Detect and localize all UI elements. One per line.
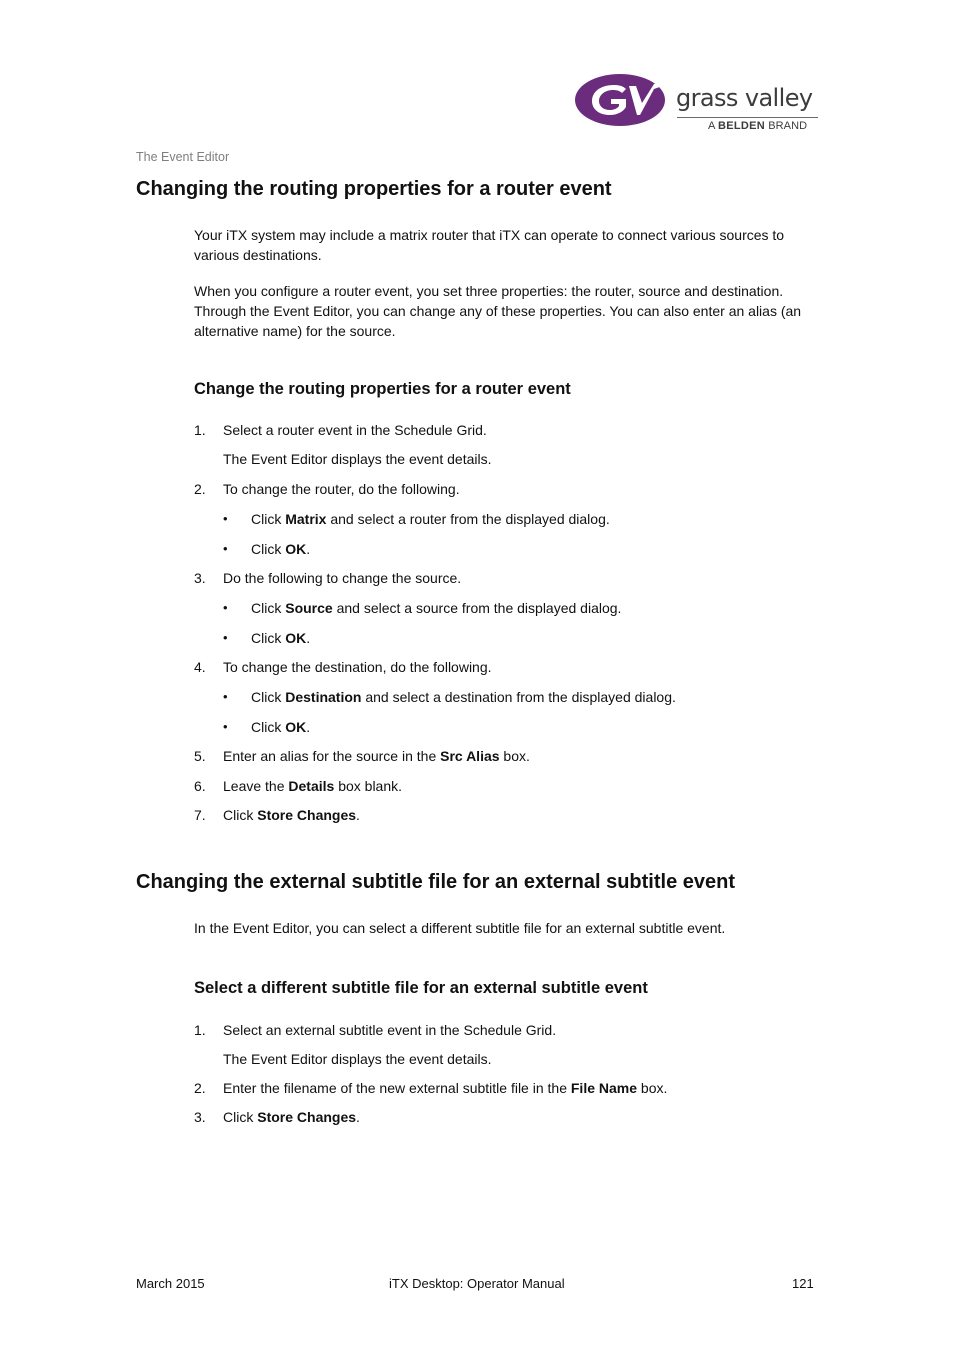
- bullet-icon: •: [223, 689, 228, 704]
- step-text: Click Store Changes.: [223, 807, 360, 823]
- step-text: Leave the Details box blank.: [223, 778, 403, 794]
- step-text: Click Store Changes.: [223, 1109, 360, 1125]
- bullet-icon: •: [223, 541, 228, 556]
- grass-valley-logo: [574, 70, 824, 136]
- sub-step: Click Source and select a source from the displayed dialog.: [251, 600, 622, 616]
- step-number: 2.: [194, 481, 206, 497]
- bullet-icon: •: [223, 630, 228, 645]
- logo-tagline-brand: BELDEN: [718, 120, 766, 132]
- step-number: 4.: [194, 659, 206, 675]
- sub-step: Click OK.: [251, 719, 311, 735]
- step-text: Select a router event in the Schedule Grid.: [223, 422, 487, 438]
- step-text: Do the following to change the source.: [223, 570, 462, 586]
- paragraph: In the Event Editor, you can select a different subtitle file for an external subtitle event.: [194, 920, 726, 936]
- bullet-icon: •: [223, 600, 228, 615]
- paragraph: Your iTX system may include a matrix router that iTX can operate to connect various sources to various destinations.: [194, 227, 785, 263]
- logo-tagline-a: A: [708, 120, 715, 132]
- logo-tagline: [708, 120, 807, 132]
- sub-step: Click OK.: [251, 541, 311, 557]
- step-number: 7.: [194, 807, 206, 823]
- step-result: The Event Editor displays the event details.: [223, 451, 492, 467]
- step-number: 3.: [194, 1109, 206, 1125]
- gv-emblem-icon: [574, 70, 678, 128]
- procedure-title-router: Change the routing properties for a router event: [194, 380, 571, 398]
- step-text: Select an external subtitle event in the Schedule Grid.: [223, 1022, 557, 1038]
- footer-title: iTX Desktop: Operator Manual: [389, 1276, 565, 1291]
- section-title-subtitle: Changing the external subtitle file for an external subtitle event: [136, 871, 736, 893]
- step-number: 1.: [194, 422, 206, 438]
- procedure-title-subtitle: Select a different subtitle file for an external subtitle event: [194, 979, 648, 997]
- step-text: To change the destination, do the following.: [223, 659, 492, 675]
- paragraph: When you configure a router event, you set three properties: the router, source and destination. Through the Event Editor, you can change any of these properties. You can also enter an alias (an alternative name) for the source.: [194, 283, 802, 339]
- step-text: Enter an alias for the source in the Src Alias box.: [223, 748, 530, 764]
- logo-rule: [677, 117, 818, 118]
- sub-step: Click OK.: [251, 630, 311, 646]
- footer-date: March 2015: [136, 1276, 205, 1291]
- step-text: Enter the filename of the new external subtitle file in the File Name box.: [223, 1080, 668, 1096]
- sub-step: Click Matrix and select a router from the displayed dialog.: [251, 511, 610, 527]
- step-text: To change the router, do the following.: [223, 481, 460, 497]
- logo-wordmark: grass valley: [676, 84, 813, 112]
- footer-page-number: 121: [792, 1276, 814, 1291]
- step-number: 6.: [194, 778, 206, 794]
- step-number: 5.: [194, 748, 206, 764]
- step-number: 1.: [194, 1022, 206, 1038]
- step-number: 3.: [194, 570, 206, 586]
- step-result: The Event Editor displays the event details.: [223, 1051, 492, 1067]
- logo-tagline-b: BRAND: [768, 120, 808, 132]
- bullet-icon: •: [223, 511, 228, 526]
- running-head: The Event Editor: [136, 150, 230, 164]
- sub-step: Click Destination and select a destination from the displayed dialog.: [251, 689, 676, 705]
- section-title-router: Changing the routing properties for a router event: [136, 178, 612, 200]
- bullet-icon: •: [223, 719, 228, 734]
- step-number: 2.: [194, 1080, 206, 1096]
